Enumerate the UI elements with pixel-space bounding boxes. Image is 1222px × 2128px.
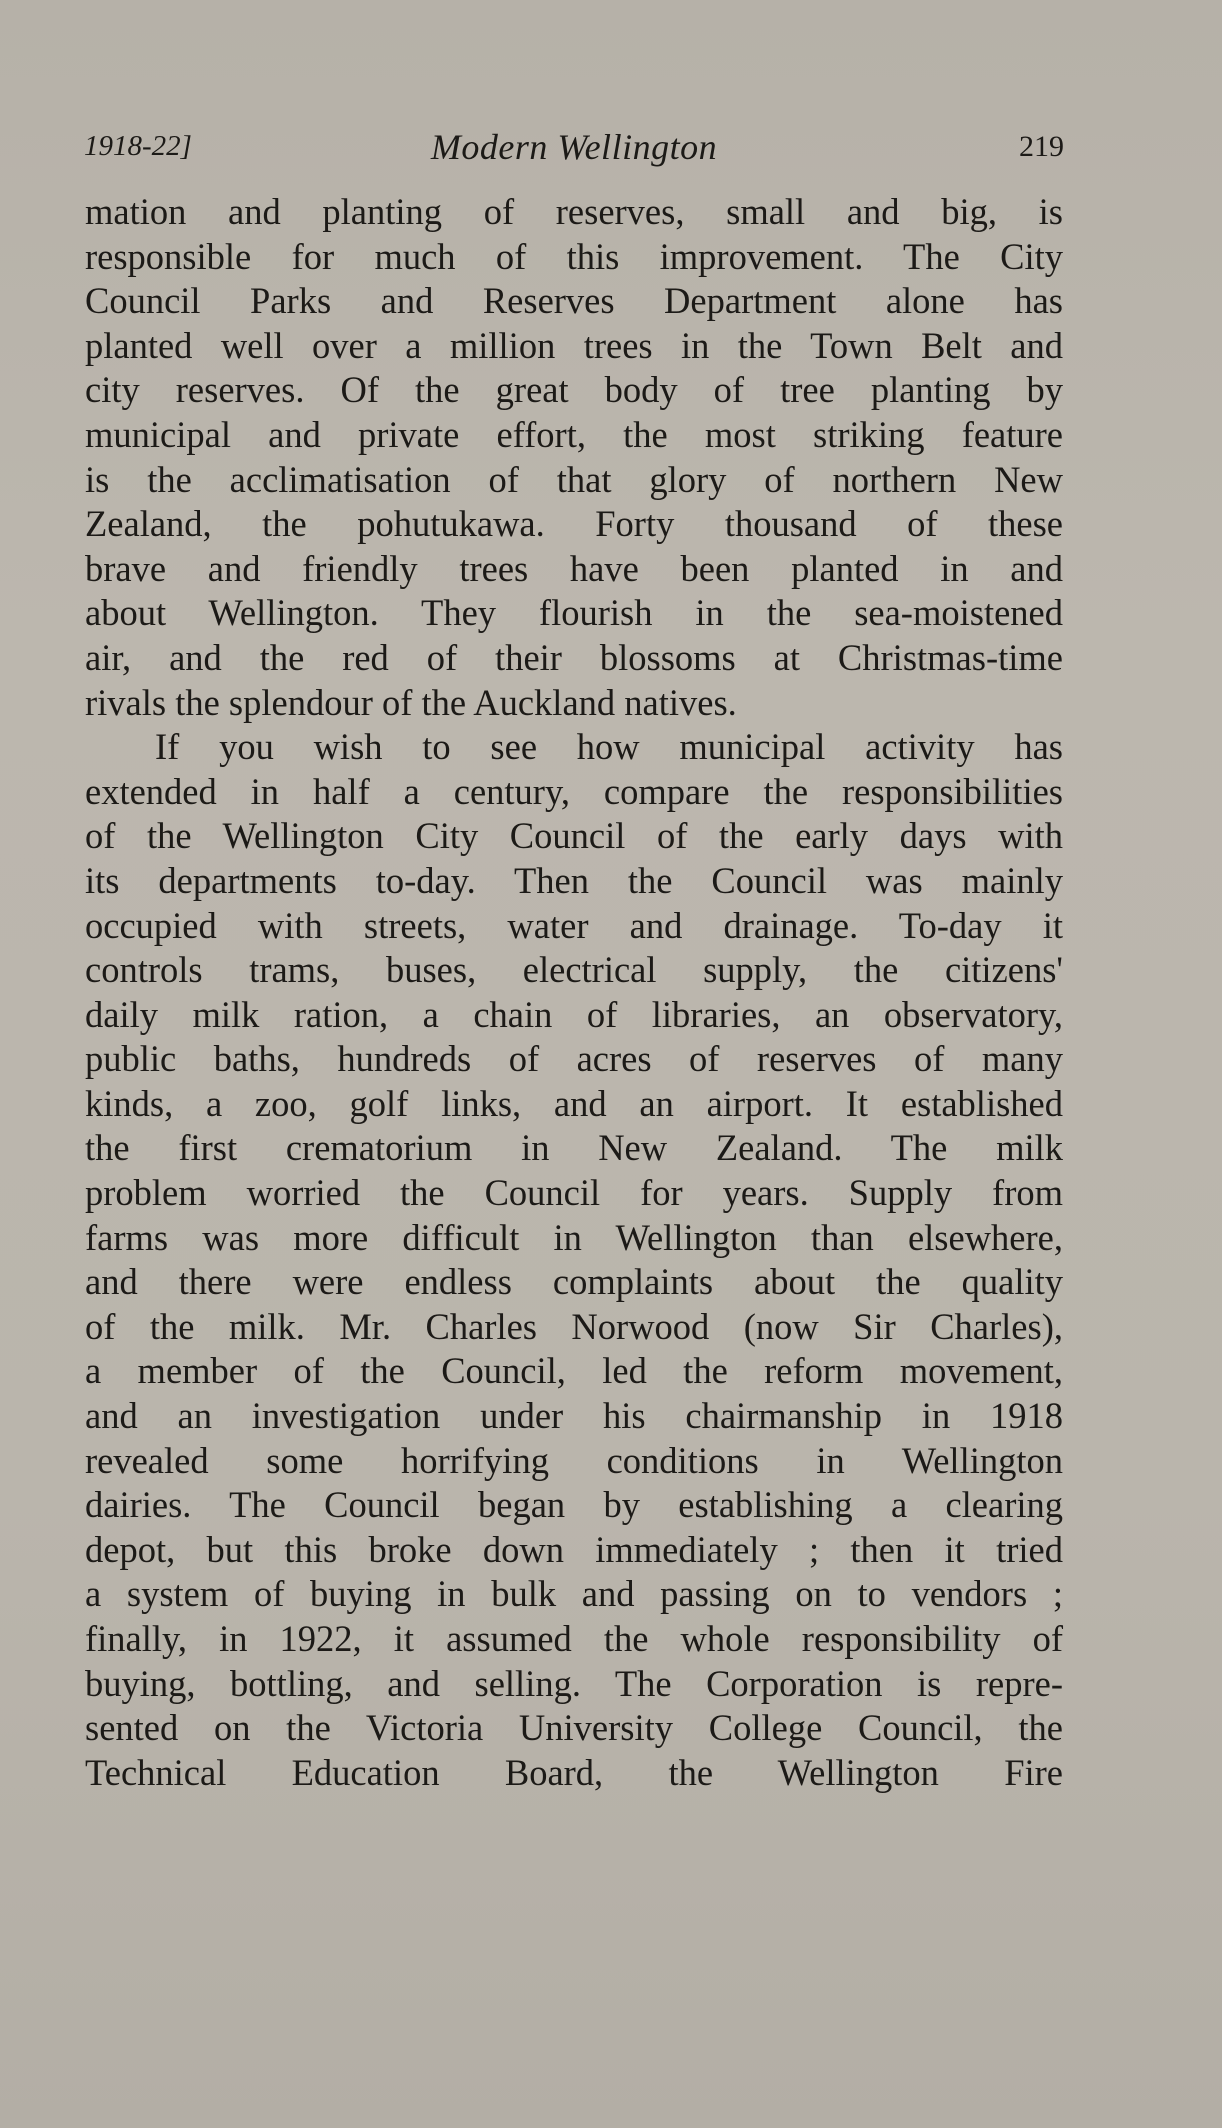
- text-line: Zealand, the pohutukawa. Forty thousand of these: [85, 503, 1063, 545]
- text-line: depot, but this broke down immediately ; then it tried: [85, 1528, 1063, 1570]
- text-line: kinds, a zoo, golf links, and an airport. It established: [85, 1082, 1063, 1124]
- paragraph: [85, 190, 1063, 725]
- text-line: Technical Education Board, the Wellington Fire: [85, 1751, 1063, 1793]
- text-line: farms was more difficult in Wellington than elsewhere,: [85, 1216, 1063, 1258]
- text-line: and there were endless complaints about the quality: [85, 1261, 1063, 1303]
- text-line: air, and the red of their blossoms at Christmas-time: [85, 636, 1063, 678]
- text-line: daily milk ration, a chain of libraries, an observatory,: [85, 993, 1063, 1035]
- text-line: mation and planting of reserves, small and big, is: [85, 191, 1063, 232]
- page-header-title: Modern Wellington: [430, 127, 718, 167]
- text-line: and an investigation under his chairmanship in 1918: [85, 1395, 1063, 1437]
- chapter-date-range: 1918-22]: [84, 130, 192, 162]
- text-line: If you wish to see how municipal activity has: [155, 726, 1063, 768]
- text-line: the first crematorium in New Zealand. The milk: [85, 1127, 1063, 1169]
- text-line: a system of buying in bulk and passing on to vendors ;: [85, 1573, 1063, 1615]
- text-line: dairies. The Council began by establishing a clearing: [85, 1484, 1063, 1526]
- paragraph: [85, 725, 1063, 1795]
- text-line: sented on the Victoria University College Council, the: [85, 1707, 1063, 1749]
- text-line: of the Wellington City Council of the early days with: [85, 815, 1063, 857]
- text-line: a member of the Council, led the reform movement,: [85, 1350, 1063, 1392]
- text-line: about Wellington. They flourish in the sea-moistened: [85, 592, 1063, 634]
- text-line: public baths, hundreds of acres of reserves of many: [85, 1038, 1063, 1080]
- text-line: Council Parks and Reserves Department alone has: [85, 280, 1063, 322]
- text-line: responsible for much of this improvement. The City: [85, 235, 1063, 277]
- page-number: 219: [1019, 130, 1064, 163]
- text-line: brave and friendly trees have been planted in and: [85, 547, 1063, 589]
- text-line: controls trams, buses, electrical supply, the citizens': [85, 949, 1063, 991]
- text-line: city reserves. Of the great body of tree planting by: [85, 369, 1063, 411]
- body-text: [85, 190, 1063, 1795]
- text-line: problem worried the Council for years. Supply from: [85, 1172, 1063, 1214]
- text-line: its departments to-day. Then the Council was mainly: [85, 859, 1063, 901]
- text-line: planted well over a million trees in the Town Belt and: [85, 324, 1063, 366]
- text-line: finally, in 1922, it assumed the whole responsibility of: [85, 1618, 1063, 1659]
- running-head: [84, 126, 1064, 170]
- text-line: buying, bottling, and selling. The Corporation is repre-: [85, 1662, 1063, 1704]
- text-line: occupied with streets, water and drainage. To-day it: [85, 904, 1063, 946]
- text-line: of the milk. Mr. Charles Norwood (now Sir Charles),: [85, 1305, 1063, 1347]
- text-line: rivals the splendour of the Auckland natives.: [85, 681, 737, 723]
- text-line: extended in half a century, compare the responsibilities: [85, 770, 1063, 812]
- text-line: municipal and private effort, the most striking feature: [85, 413, 1063, 455]
- text-line: is the acclimatisation of that glory of northern New: [85, 458, 1063, 500]
- text-line: revealed some horrifying conditions in Wellington: [85, 1439, 1063, 1481]
